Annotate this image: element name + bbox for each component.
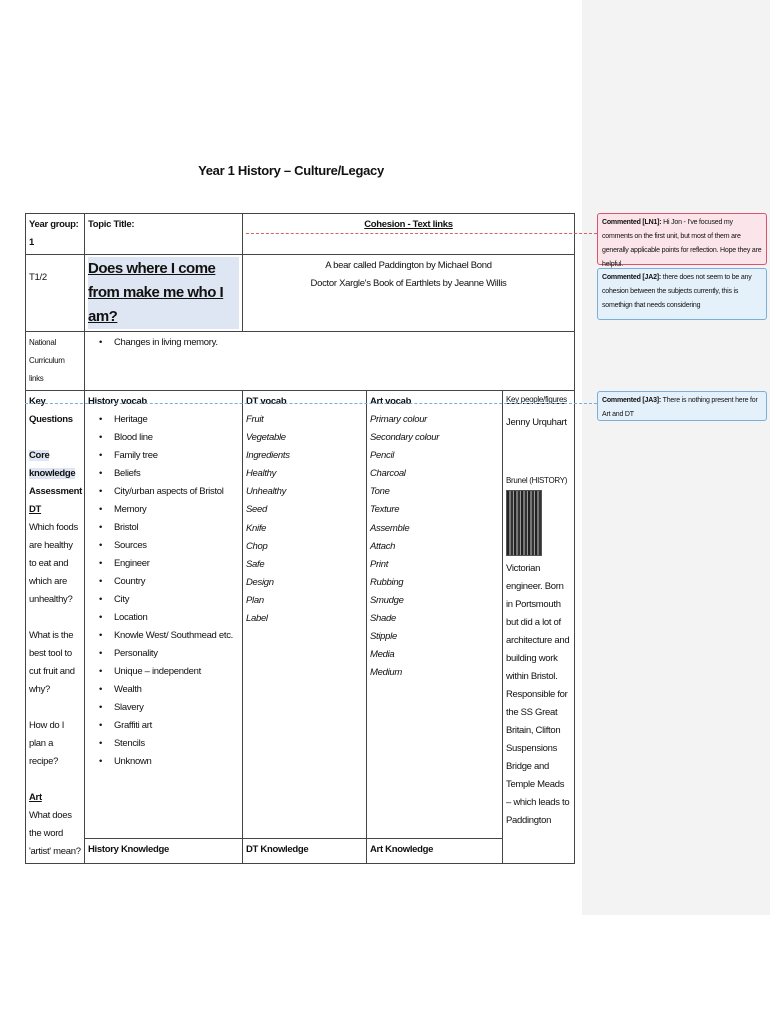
people-cell [503,391,575,864]
art-vocab-item: Tone [370,486,390,498]
topic-title-cell [85,255,243,332]
history-vocab-item: • Sources [114,537,239,555]
art-vocab-item: Medium [370,667,402,679]
history-vocab-item: • Heritage [114,411,239,429]
art-vocab-item: Texture [370,504,400,516]
art-vocab-item: Media [370,649,395,661]
art-vocab-item: Smudge [370,594,404,606]
history-vocab-item: • Graffiti art [114,717,239,735]
art-vocab-item: Secondary colour [370,432,440,444]
history-vocab-heading: History vocab [88,396,147,407]
dt-question: What is the best tool to cut fruit and why? [29,630,75,695]
history-vocab-item: • Family tree [114,447,239,465]
dt-vocab-item: Plan [246,594,264,606]
dt-vocab-item: Safe [246,558,265,570]
dt-vocab-item: Fruit [246,414,264,425]
art-vocab-item: Stipple [370,631,397,643]
nc-links [85,332,575,391]
dt-heading: DT [29,504,42,515]
nc-item: • Changes in living memory. [114,334,571,352]
page-title: Year 1 History – Culture/Legacy [198,163,384,178]
topic-label-cell [85,214,243,255]
comments-margin [582,0,770,915]
comment-balloon[interactable] [597,268,767,320]
people-heading: Key people/figures [506,395,567,404]
nc-label: National Curriculum links [26,332,85,391]
core-knowledge-label: Core knowledge [29,450,76,479]
comment-author: Commented [JA3]: [602,397,662,404]
comment-balloon[interactable] [597,213,767,268]
history-vocab-item: • Location [114,609,239,627]
topic-label: Topic Title: [88,219,135,230]
history-vocab-item: • Unique – independent [114,663,239,681]
assessment-label: Assessment [29,486,82,497]
comment-text: There is nothing present here for Art and DT [602,397,758,418]
dt-vocab-item: Unhealthy [246,486,287,498]
history-vocab-item: • Blood line [114,429,239,447]
comment-text: there does not seem to be any cohesion between the subjects currently, this is somethign that needs considering [602,274,752,309]
history-vocab-item: • City [114,591,239,609]
dt-vocab-item: Label [246,613,268,625]
term-cell [26,255,85,332]
cohesion-line: A bear called Paddington by Michael Bond [325,260,492,271]
art-vocab-cell [367,391,503,839]
comment-author: Commented [LN1]: [602,219,662,226]
art-vocab-item: Primary colour [370,414,428,425]
art-vocab-item: Assemble [370,522,410,534]
history-vocab-item: • Stencils [114,735,239,753]
history-vocab-item: • Unknown [114,753,239,771]
history-vocab-item: • Engineer [114,555,239,573]
dt-vocab-heading: DT vocab [246,396,287,407]
art-vocab-item: Attach [370,540,396,552]
comment-text: Hi Jon - I've focused my comments on the first unit, but most of them are generally applicable points for reflection. Hope they are helpful. [602,219,762,268]
planning-table [25,213,575,864]
brunel-label: Brunel (HISTORY) [506,476,568,485]
topic-title: Does where I come from make me who I am? [88,257,239,329]
art-vocab-item: Rubbing [370,576,404,588]
dt-vocab-cell [243,391,367,839]
dt-question: How do I plan a recipe? [29,720,65,767]
cohesion-label: Cohesion - Text links [364,219,453,230]
dt-vocab-item: Healthy [246,468,277,480]
history-vocab-item: • Memory [114,501,239,519]
comment-connector [246,233,597,234]
comment-author: Commented [JA2]: [602,274,662,281]
comment-connector [25,403,597,404]
year-group-cell [26,214,85,255]
key-questions-label: Key Questions [29,396,73,425]
history-knowledge: History Knowledge [85,838,243,863]
brunel-description: Victorian engineer. Born in Portsmouth but did a lot of architecture and building work within Bristol. Responsible for the SS Great Britain, Clifton Suspensions Bridge and Temple Meads – which leads to Paddington [506,563,570,826]
dt-question: Which foods are healthy to eat and which are unhealthy? [29,522,78,605]
questions-column [26,391,85,864]
history-vocab-item: • Bristol [114,519,239,537]
history-vocab-item: • Slavery [114,699,239,717]
art-vocab-item: Pencil [370,450,395,462]
art-vocab-item: Shade [370,613,396,625]
art-knowledge: Art Knowledge [367,838,503,863]
dt-vocab-item: Vegetable [246,432,286,444]
art-vocab-item: Charcoal [370,468,406,480]
history-vocab-item: • Knowle West/ Southmead etc. [114,627,239,645]
art-vocab-heading: Art vocab [370,396,412,407]
history-vocab-cell [85,391,243,839]
dt-vocab-item: Knife [246,522,267,534]
year-group: Year group: 1 [29,219,79,248]
dt-vocab-item: Ingredients [246,450,290,462]
dt-vocab-item: Chop [246,540,268,552]
history-vocab-item: • Personality [114,645,239,663]
art-question: What does the word 'artist' mean? [29,810,81,857]
history-vocab-item: • Beliefs [114,465,239,483]
art-vocab-item: Print [370,558,389,570]
cohesion-links [243,255,575,332]
history-vocab-item: • Country [114,573,239,591]
person-name: Jenny Urquhart [506,417,567,428]
history-vocab-item: • Wealth [114,681,239,699]
dt-knowledge: DT Knowledge [243,838,367,863]
comment-balloon[interactable] [597,391,767,421]
dt-vocab-item: Seed [246,504,267,516]
cohesion-cell [243,214,575,255]
brunel-photo [506,490,542,556]
term: T1/2 [29,272,47,283]
history-vocab-item: • City/urban aspects of Bristol [114,483,239,501]
cohesion-line: Doctor Xargle's Book of Earthlets by Jeanne Willis [310,278,507,289]
dt-vocab-item: Design [246,576,274,588]
art-heading: Art [29,792,42,803]
